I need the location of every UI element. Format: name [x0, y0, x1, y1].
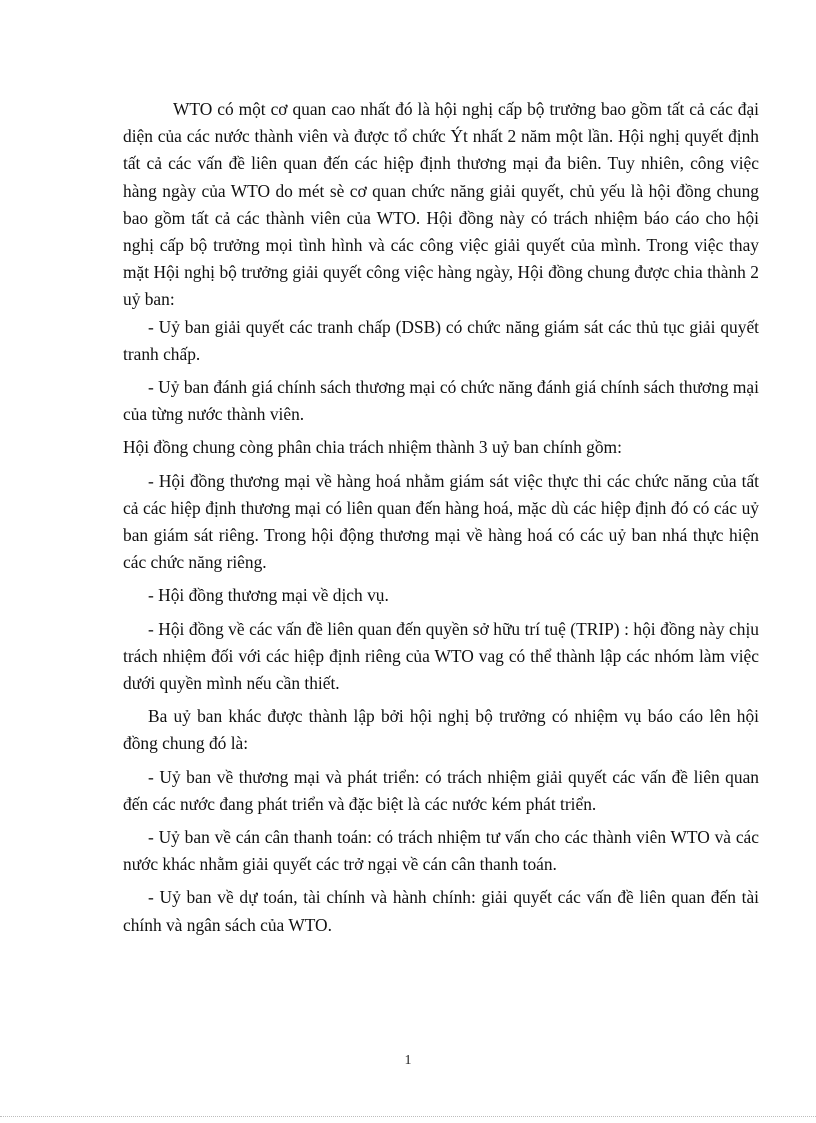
- list-item-goods-council: - Hội đồng thương mại về hàng hoá nhằm giám sát việc thực thi các chức năng của tất cả các hiệp định thương mại có liên quan đến hàng hoá, mặc dù các hiệp định đó có các uỷ ban giám sát riêng. Trong hội động thương mại về hàng hoá có các uỷ ban nhá thực hiện các chức năng riêng.: [123, 470, 759, 573]
- list-item-dsb: - Uỷ ban giải quyết các tranh chấp (DSB) có chức năng giám sát các thủ tục giải quyết tranh chấp.: [123, 316, 759, 364]
- page-number: 1: [404, 1053, 412, 1068]
- list-item-trips-council: - Hội đồng về các vấn đề liên quan đến quyền sở hữu trí tuệ (TRIP) : hội đồng này chịu trách nhiệm đối với các hiệp định riêng của WTO vag có thể thành lập các nhóm làm việc dưới quyền mình nếu cần thiết.: [123, 618, 759, 694]
- committees-intro-paragraph: Ba uỷ ban khác được thành lập bởi hội nghị bộ trưởng có nhiệm vụ báo cáo lên hội đồng chung đó là:: [123, 706, 759, 754]
- list-item-trade-development: - Uỷ ban về thương mại và phát triển: có trách nhiệm giải quyết các vấn đề liên quan đến các nước đang phát triển và đặc biệt là các nước kém phát triển.: [123, 766, 759, 814]
- general-council-paragraph: Hội đồng chung còng phân chia trách nhiệm thành 3 uỷ ban chính gồm:: [123, 437, 622, 458]
- document-body: [123, 96, 759, 939]
- intro-paragraph: WTO có một cơ quan cao nhất đó là hội nghị cấp bộ trưởng bao gồm tất cả các đại diện của các nước thành viên và được tổ chức Ýt nhất 2 năm một lần. Hội nghị quyết định tất cả các vấn đề liên quan đến các hiệp định thương mại đa biên. Tuy nhiên, công việc hàng ngày của WTO do mét sè cơ quan chức năng giải quyết, chủ yếu là hội đồng chung bao gồm tất cả các thành viên của WTO. Hội đồng này có trách nhiệm báo cáo cho hội nghị cấp bộ trưởng mọi tình hình và các công việc giải quyết của mình. Trong việc thay mặt Hội nghị bộ trưởng giải quyết công việc hàng ngày, Hội đồng chung được chia thành 2 uỷ ban:: [123, 99, 759, 310]
- list-item-balance-of-payments: - Uỷ ban về cán cân thanh toán: có trách nhiệm tư vấn cho các thành viên WTO và các nước khác nhằm giải quyết các trở ngại về cán cân thanh toán.: [123, 827, 759, 875]
- list-item-services-council: - Hội đồng thương mại về dịch vụ.: [148, 585, 389, 606]
- page-bottom-divider: [0, 1116, 816, 1117]
- list-item-budget-finance: - Uỷ ban về dự toán, tài chính và hành chính: giải quyết các vấn đề liên quan đến tài chính và ngân sách của WTO.: [123, 887, 759, 935]
- list-item-trade-policy-review: - Uỷ ban đánh giá chính sách thương mại có chức năng đánh giá chính sách thương mại của từng nước thành viên.: [123, 377, 759, 425]
